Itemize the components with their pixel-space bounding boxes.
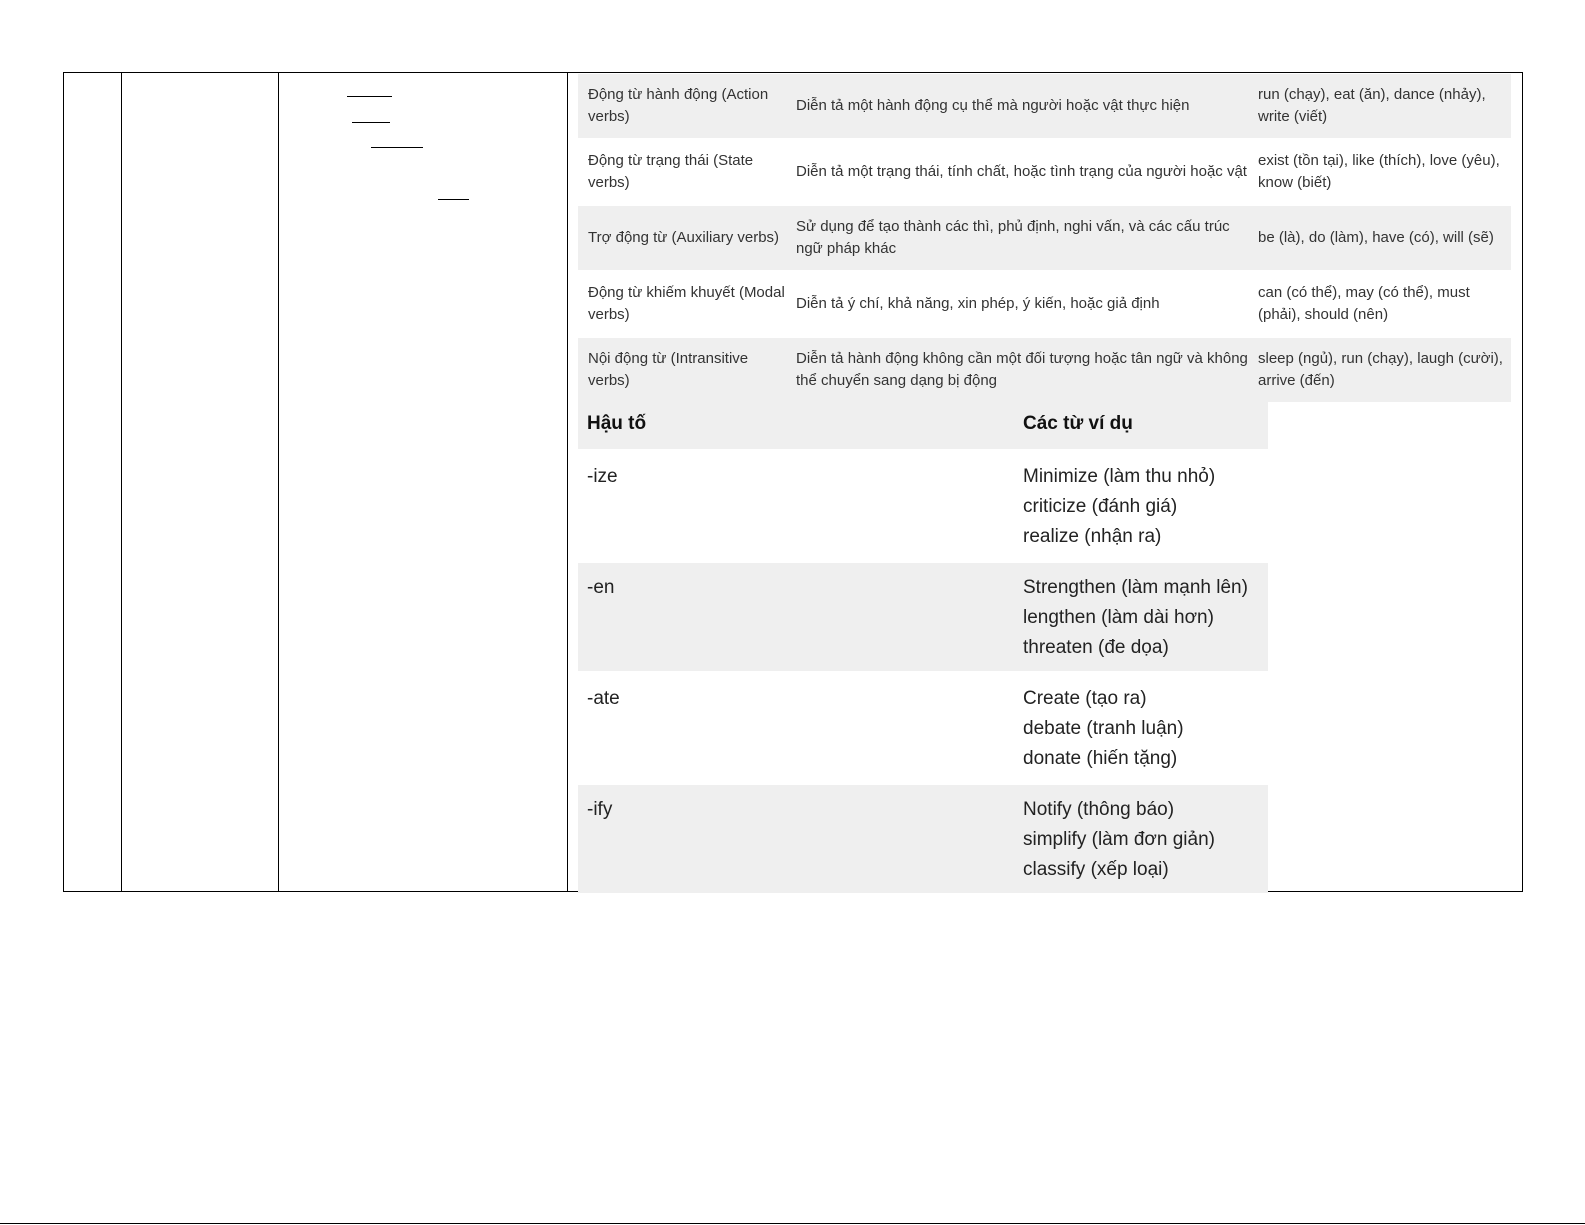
blank-line-1 <box>347 96 392 97</box>
verb-types-table <box>578 74 1511 404</box>
example-word: debate (tranh luận) <box>1023 718 1184 739</box>
table-row <box>578 674 1268 782</box>
column-divider-3 <box>567 72 568 892</box>
examples-cell <box>1023 795 1268 893</box>
verb-description-cell: Diễn tả hành động không cần một đối tượng hoặc tân ngữ và không thể chuyển sang dạng bị động <box>796 350 1248 389</box>
page-bottom-border <box>0 1223 1585 1224</box>
verb-description-cell: Diễn tả một hành động cụ thể mà người hoặc vật thực hiện <box>796 97 1190 114</box>
blank-line-4 <box>438 199 469 200</box>
verb-type-cell: Nội động từ (Intransitive verbs) <box>588 350 749 389</box>
suffix-cell: -ize <box>587 466 618 487</box>
example-word: Strengthen (làm mạnh lên) <box>1023 577 1248 598</box>
example-word: classify (xếp loại) <box>1023 859 1169 880</box>
suffix-table-header <box>578 399 1268 449</box>
example-word: donate (hiến tặng) <box>1023 748 1178 769</box>
suffix-table <box>578 399 1268 893</box>
verb-examples-cell: be (là), do (làm), have (có), will (sẽ) <box>1258 229 1494 246</box>
verb-type-cell: Động từ hành động (Action verbs) <box>588 86 769 125</box>
verb-examples-cell: sleep (ngủ), run (chạy), laugh (cười), arrive (đến) <box>1258 350 1503 389</box>
verb-type-cell: Động từ trạng thái (State verbs) <box>588 152 754 191</box>
table-row <box>578 140 1511 204</box>
example-word: Notify (thông báo) <box>1023 799 1175 820</box>
verb-type-cell: Trợ động từ (Auxiliary verbs) <box>588 229 780 246</box>
verb-examples-cell: can (có thể), may (có thể), must (phải), should (nên) <box>1258 284 1470 323</box>
suffix-header: Hậu tố <box>587 413 647 434</box>
example-word: criticize (đánh giá) <box>1023 496 1178 517</box>
example-word: threaten (đe dọa) <box>1023 637 1169 658</box>
example-word: Minimize (làm thu nhỏ) <box>1023 466 1216 487</box>
verb-examples-cell: run (chạy), eat (ăn), dance (nhảy), write (viết) <box>1258 86 1486 125</box>
examples-cell <box>1023 684 1268 782</box>
examples-header: Các từ ví dụ <box>1023 413 1133 434</box>
example-word: lengthen (làm dài hơn) <box>1023 607 1214 628</box>
table-row <box>578 74 1511 138</box>
verb-examples-cell: exist (tồn tại), like (thích), love (yêu), know (biết) <box>1258 152 1500 191</box>
verb-type-cell: Động từ khiếm khuyết (Modal verbs) <box>588 284 785 323</box>
table-row <box>578 206 1511 270</box>
suffix-cell: -en <box>587 577 615 598</box>
verb-description-cell: Diễn tả một trạng thái, tính chất, hoặc tình trạng của người hoặc vật <box>796 163 1247 180</box>
suffix-cell: -ify <box>587 799 613 820</box>
example-word: realize (nhận ra) <box>1023 526 1162 547</box>
examples-cell <box>1023 462 1268 560</box>
table-row <box>578 452 1268 560</box>
table-row <box>578 272 1511 336</box>
table-row <box>578 338 1511 402</box>
blank-line-3 <box>371 147 423 148</box>
column-divider-2 <box>278 72 279 892</box>
verb-description-cell: Sử dụng để tạo thành các thì, phủ định, nghi vấn, và các cấu trúc ngữ pháp khác <box>796 218 1230 257</box>
verb-description-cell: Diễn tả ý chí, khả năng, xin phép, ý kiến, hoặc giả định <box>796 295 1160 312</box>
examples-cell <box>1023 573 1268 671</box>
table-row <box>578 785 1268 893</box>
blank-line-2 <box>352 122 390 123</box>
table-row <box>578 563 1268 671</box>
example-word: simplify (làm đơn giản) <box>1023 829 1215 850</box>
example-word: Create (tạo ra) <box>1023 688 1147 709</box>
column-divider-1 <box>121 72 122 892</box>
suffix-cell: -ate <box>587 688 620 709</box>
